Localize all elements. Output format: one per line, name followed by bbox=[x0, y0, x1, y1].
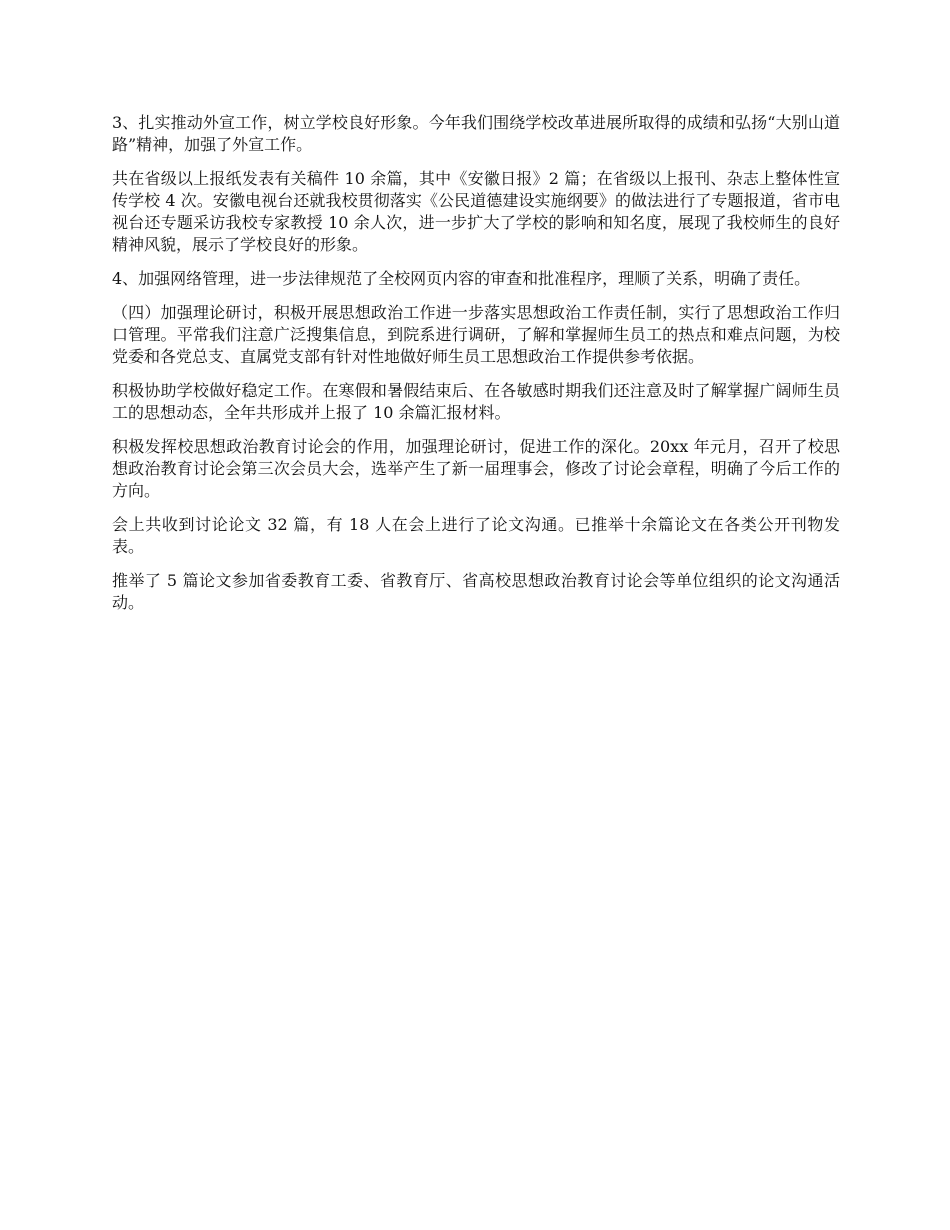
paragraph-theory-research: （四）加强理论研讨，积极开展思想政治工作进一步落实思想政治工作责任制，实行了思想政治工作归口管理。平常我们注意广泛搜集信息，到院系进行调研，了解和掌握师生员工的热点和难点问题，为校党委和各党总支、直属党支部有针对性地做好师生员工思想政治工作提供参考依据。 bbox=[112, 303, 840, 366]
paragraph-external-publicity: 3、扎实推动外宣工作，树立学校良好形象。今年我们围绕学校改革进展所取得的成绩和弘扬“大别山道路”精神，加强了外宣工作。 bbox=[112, 113, 840, 154]
document-body bbox=[112, 112, 840, 626]
paragraph-seminar-meeting: 积极发挥校思想政治教育讨论会的作用，加强理论研讨，促进工作的深化。20xx 年元月，召开了校思想政治教育讨论会第三次会员大会，选举产生了新一届理事会，修改了讨论会章程，明确了今后工作的方向。 bbox=[112, 437, 840, 500]
paragraph-media-coverage: 共在省级以上报纸发表有关稿件 10 余篇，其中《安徽日报》2 篇；在省级以上报刊、杂志上整体性宣传学校 4 次。安徽电视台还就我校贯彻落实《公民道德建设实施纲要》的做法进行了专题报道，省市电视台还专题采访我校专家教授 10 余人次，进一步扩大了学校的影响和知名度，展现了我校师生的良好精神风貌，展示了学校良好的形象。 bbox=[112, 169, 840, 254]
paragraph-papers-recommended: 推举了 5 篇论文参加省委教育工委、省教育厅、省高校思想政治教育讨论会等单位组织的论文沟通活动。 bbox=[112, 571, 840, 612]
paragraph-network-management: 4、加强网络管理，进一步法律规范了全校网页内容的审查和批准程序，理顺了关系，明确了责任。 bbox=[112, 269, 811, 288]
paragraph-stability-work: 积极协助学校做好稳定工作。在寒假和暑假结束后、在各敏感时期我们还注意及时了解掌握广阔师生员工的思想动态，全年共形成并上报了 10 余篇汇报材料。 bbox=[112, 381, 840, 422]
paragraph-papers-received: 会上共收到讨论论文 32 篇，有 18 人在会上进行了论文沟通。已推举十余篇论文在各类公开刊物发表。 bbox=[112, 515, 840, 556]
